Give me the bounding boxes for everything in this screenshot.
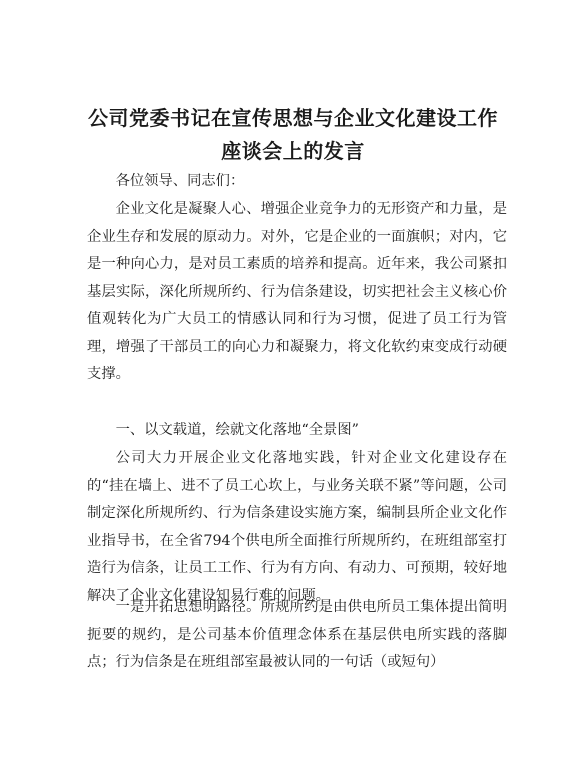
paragraph-2: 公司大力开展企业文化落地实践，针对企业文化建设存在的“挂在墙上、进不了员工心坎上，与业务关联不紧”等问题，公司制定深化所规所约、行为信条建设实施方案，编制县所企业文化作业指导书，在全省794个供电所全面推行所规所约，在班组部室打造行为信条，让员工工作、行为有方向、有动力、可预期，较好地解决了企业文化建设知易行难的问题。 [87, 450, 507, 604]
paragraph-3-block [87, 594, 507, 677]
paragraph-2-block [87, 445, 507, 610]
section-heading-1: 一、以文载道，绘就文化落地“全景图” [115, 422, 359, 438]
greeting-block [87, 168, 507, 196]
section-heading-block [87, 417, 507, 445]
paragraph-3: 一是开拓思想明路径。所规所约是由供电所员工集体提出简明扼要的规约，是公司基本价值理念体系在基层供电所实践的落脚点；行为信条是在班组部室最被认同的一句话（或短句） [87, 599, 507, 670]
document-title-line-1: 公司党委书记在宣传思想与企业文化建设工作 [88, 106, 498, 130]
document-title-line-2: 座谈会上的发言 [221, 139, 365, 163]
paragraph-1-block [87, 196, 507, 389]
greeting-text: 各位领导、同志们： [115, 173, 245, 189]
paragraph-1: 企业文化是凝聚人心、增强企业竞争力的无形资产和力量，是企业生存和发展的原动力。对外，它是企业的一面旗帜；对内，它是一种向心力，是对员工素质的培养和提高。近年来，我公司紧扣基层实际，深化所规所约、行为信条建设，切实把社会主义核心价值观转化为广大员工的情感认同和行为习惯，促进了员工行为管理，增强了干部员工的向心力和凝聚力，将文化软约束变成行动硬支撑。 [87, 201, 507, 382]
